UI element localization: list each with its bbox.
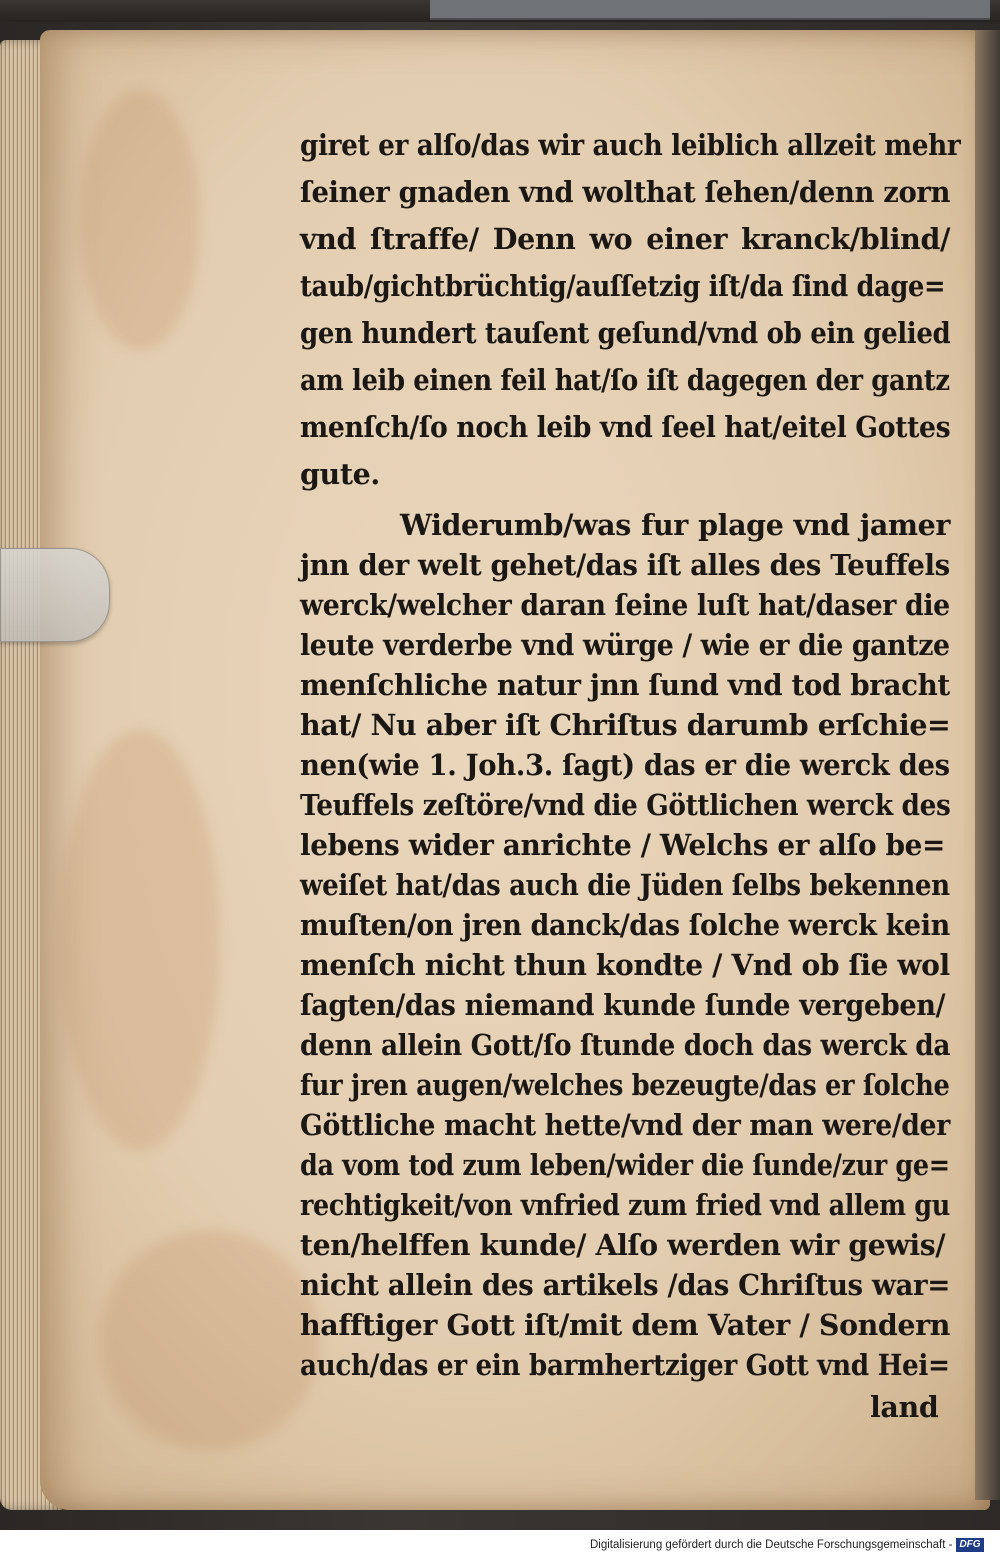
text-line: werck/welcher daran ſeine luſt hat/daser die (300, 588, 950, 622)
text-line: land (870, 1390, 939, 1424)
footer-text: Digitalisierung gefördert durch die Deutsche Forschungsgemeinschaft - (590, 1539, 953, 1551)
text-line: da vom tod zum leben/wider die ſunde/zur ge= (300, 1148, 950, 1182)
grey-slab (430, 0, 990, 20)
text-line: Teuffels zeſtöre/vnd die Göttlichen werck des (300, 788, 951, 822)
text-line: nicht allein des artikels /das Chriſtus war= (300, 1268, 951, 1302)
text-line: ſagten/das niemand kunde ſunde vergeben/ (300, 988, 946, 1022)
text-line: gen hundert tauſent geſund/vnd ob ein gelied (300, 316, 951, 350)
text-line: menſch/ſo noch leib vnd ſeel hat/eitel Gottes (300, 410, 951, 444)
text-line: muſten/on jren danck/das ſolche werck kein (300, 908, 950, 942)
text-line: menſchliche natur jnn ſund vnd tod bracht (300, 668, 950, 702)
page-right-edge (975, 30, 1000, 1500)
text-line: fur jren augen/welches bezeugte/das er ſolche (300, 1068, 950, 1102)
text-line: hat/ Nu aber iſt Chriſtus darumb erſchie= (300, 708, 951, 742)
text-line: taub/gichtbrüchtig/auſſetzig iſt/da ſind dage= (300, 269, 946, 303)
text-line: rechtigkeit/von vnfried zum fried vnd allem gu (300, 1188, 950, 1222)
text-line: denn allein Gott/ſo ſtunde doch das werck da (300, 1028, 951, 1062)
text-line: Widerumb/was fur plage vnd jamer (400, 508, 950, 542)
text-line: gute. (300, 457, 380, 491)
text-line: lebens wider anrichte / Welchs er alſo be= (300, 828, 946, 862)
stain (80, 90, 200, 350)
top-strip (0, 0, 1000, 22)
text-line: menſch nicht thun kondte / Vnd ob ſie wol (300, 948, 950, 982)
text-line: leute verderbe vnd würge / wie er die gantze (300, 628, 950, 662)
text-line: hafftiger Gott iſt/mit dem Vater / Sondern (300, 1308, 951, 1342)
text-line: giret er alſo/das wir auch leiblich allzeit mehr (300, 128, 961, 162)
dfg-logo-icon: DFG (956, 1538, 983, 1552)
footer-credit (590, 1535, 1000, 1555)
text-line: auch/das er ein barmhertziger Gott vnd Hei= (300, 1348, 950, 1382)
plastic-clip (0, 548, 110, 642)
text-line: ſeiner gnaden vnd wolthat ſehen/denn zorn (300, 175, 951, 209)
text-line: jnn der welt gehet/das iſt alles des Teuffels (300, 548, 950, 582)
text-line: weiſet hat/das auch die Jüden ſelbs bekennen (300, 868, 950, 902)
text-line: am leib einen feil hat/ſo iſt dagegen der gantz (300, 363, 950, 397)
text-line: ten/helffen kunde/ Alſo werden wir gewis/ (300, 1228, 946, 1262)
stain (60, 730, 220, 1150)
stain (100, 1230, 320, 1450)
text-line: vnd ſtraffe/ Denn wo einer kranck/blind/ (300, 222, 950, 256)
text-line: Göttliche macht hette/vnd der man were/der (300, 1108, 950, 1142)
text-line: nen(wie 1. Joh.3. ſagt) das er die werck des (300, 748, 950, 782)
